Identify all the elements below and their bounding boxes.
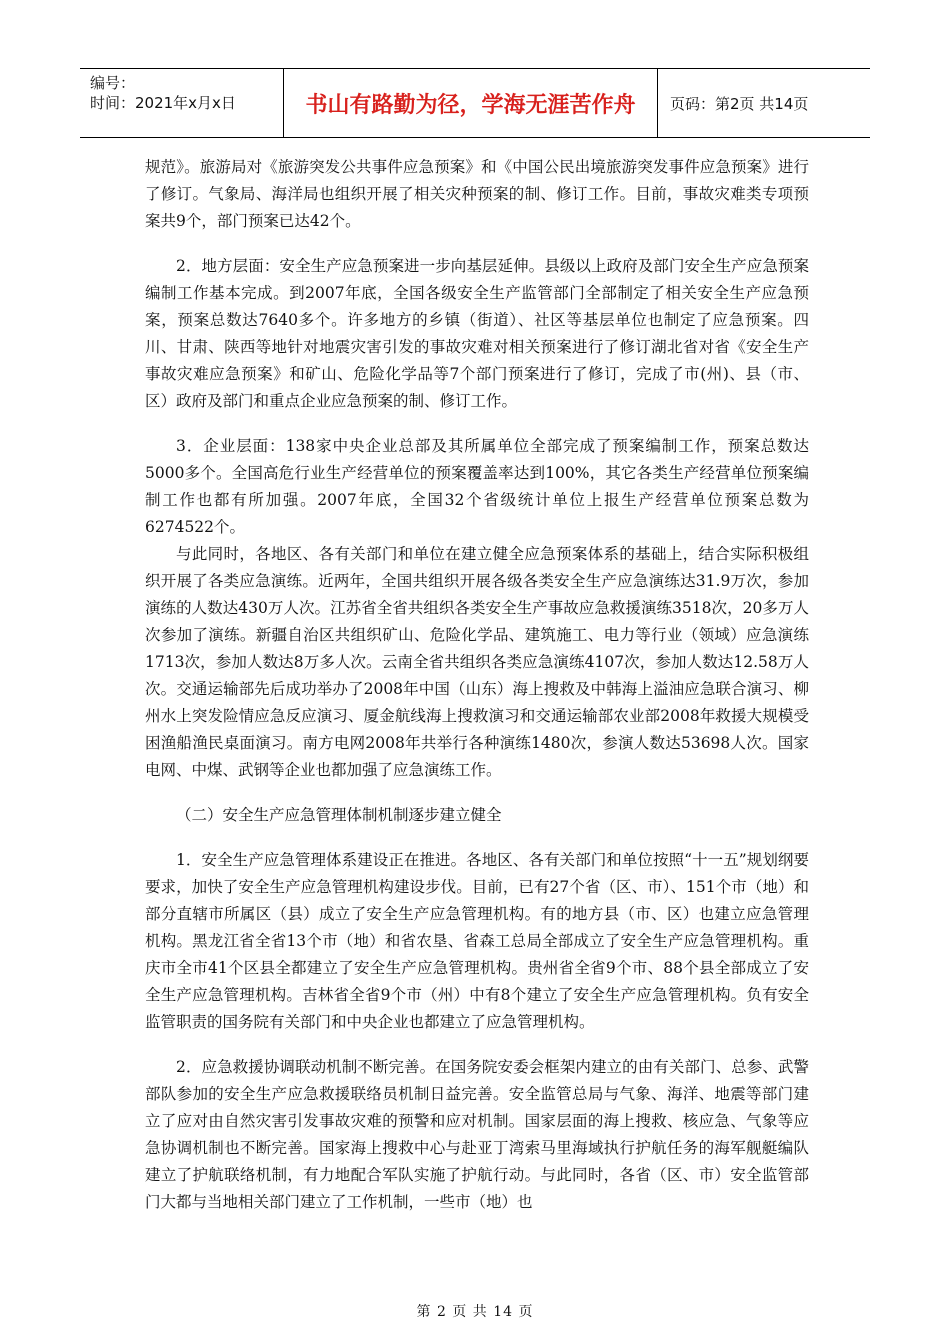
header-page-info: 页码：第2页 共14页	[670, 94, 809, 113]
paragraph-4: 与此同时，各地区、各有关部门和单位在建立健全应急预案体系的基础上，结合实际积极组织开展了各类应急演练。近两年，全国共组织开展各级各类安全生产应急演练达31.9万次，参加演练的人数达430万人次。江苏省全省共组织各类安全生产事故应急救援演练3518次，20多万人次参加了演练。新疆自治区共组织矿山、危险化学品、建筑施工、电力等行业（领域）应急演练1713次，参加人数达8万多人次。云南全省共组织各类应急演练4107次，参加人数达12.58万人次。交通运输部先后成功举办了2008年中国（山东）海上搜救及中韩海上溢油应急联合演习、柳州水上突发险情应急反应演习、厦金航线海上搜救演习和交通运输部农业部2008年救援大规模受困渔船渔民桌面演习。南方电网2008年共举行各种演练1480次，参演人数达53698人次。国家电网、中煤、武钢等企业也都加强了应急演练工作。	[145, 545, 809, 779]
paragraph-6: 2．应急救援协调联动机制不断完善。在国务院安委会框架内建立的由有关部门、总参、武警部队参加的安全生产应急救援联络员机制日益完善。安全监管总局与气象、海洋、地震等部门建立了应对由自然灾害引发事故灾难的预警和应对机制。国家层面的海上搜救、核应急、气象等应急协调机制也不断完善。国家海上搜救中心与赴亚丁湾索马里海域执行护航任务的海军舰艇编队建立了护航联络机制，有力地配合军队实施了护航行动。与此同时，各省（区、市）安全监管部门大都与当地相关部门建立了工作机制，一些市（地）也	[145, 1058, 809, 1211]
header-motto: 书山有路勤为径，学海无涯苦作舟	[284, 69, 658, 137]
document-date: 时间：2021年x月x日	[90, 94, 236, 112]
paragraph-3: 3．企业层面：138家中央企业总部及其所属单位全部完成了预案编制工作，预案总数达5000多个。全国高危行业生产经营单位的预案覆盖率达到100%，其它各类生产经营单位预案编制工作也都有所加强。2007年底，全国32个省级统计单位上报生产经营单位预案总数为6274522个。	[145, 437, 809, 536]
document-body	[145, 154, 809, 1216]
document-number-label: 编号：	[90, 74, 136, 92]
header-meta	[80, 69, 284, 137]
section-heading: （二）安全生产应急管理体制机制逐步建立健全	[176, 806, 502, 824]
page-header	[80, 68, 870, 138]
paragraph-2: 2．地方层面：安全生产应急预案进一步向基层延伸。县级以上政府及部门安全生产应急预案编制工作基本完成。到2007年底，全国各级安全生产监管部门全部制定了相关安全生产应急预案，预案总数达7640多个。许多地方的乡镇（街道）、社区等基层单位也制定了应急预案。四川、甘肃、陕西等地针对地震灾害引发的事故灾难对相关预案进行了修订湖北省对省《安全生产事故灾难应急预案》和矿山、危险化学品等7个部门预案进行了修订，完成了市(州)、县（市、区）政府及部门和重点企业应急预案的制、修订工作。	[145, 257, 809, 410]
paragraph-5: 1．安全生产应急管理体系建设正在推进。各地区、各有关部门和单位按照“十一五”规划纲要要求，加快了安全生产应急管理机构建设步伐。目前，已有27个省（区、市）、151个市（地）和部分直辖市所属区（县）成立了安全生产应急管理机构。有的地方县（市、区）也建立应急管理机构。黑龙江省全省13个市（地）和省农垦、省森工总局全部成立了安全生产应急管理机构。重庆市全市41个区县全都建立了安全生产应急管理机构。贵州省全省9个市、88个县全部成立了安全生产应急管理机构。吉林省全省9个市（州）中有8个建立了安全生产应急管理机构。负有安全监管职责的国务院有关部门和中央企业也都建立了应急管理机构。	[145, 851, 809, 1031]
page-footer: 第 2 页 共 14 页	[416, 1304, 534, 1320]
paragraph-1: 规范》。旅游局对《旅游突发公共事件应急预案》和《中国公民出境旅游突发事件应急预案》进行了修订。气象局、海洋局也组织开展了相关灾种预案的制、修订工作。目前，事故灾难类专项预案共9个，部门预案已达42个。	[145, 158, 809, 230]
